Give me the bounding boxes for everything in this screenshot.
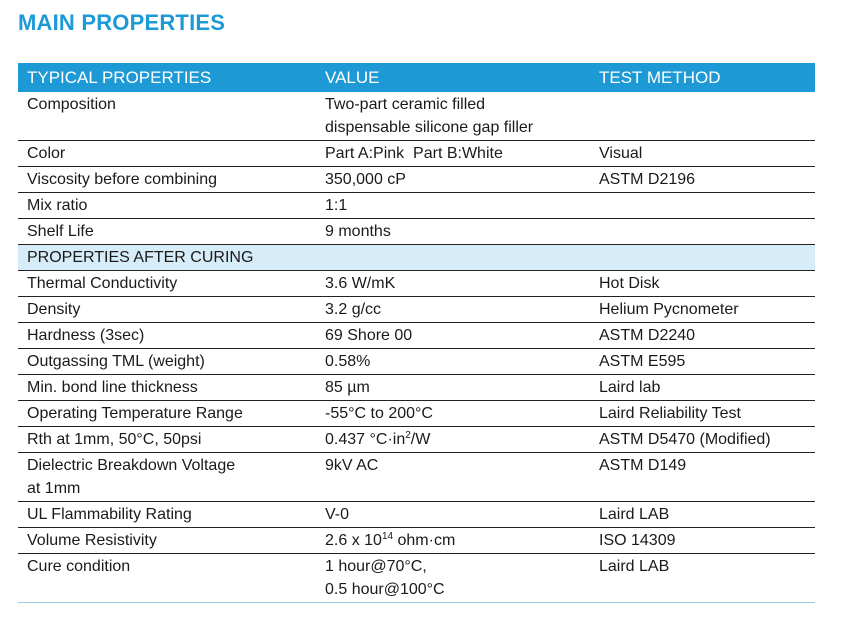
table-row bbox=[18, 349, 815, 375]
property-cell: Viscosity before combining bbox=[18, 167, 316, 193]
value-cell: 350,000 cP bbox=[316, 167, 590, 193]
value-tail: ohm·cm bbox=[393, 532, 456, 549]
property-cell: Outgassing TML (weight) bbox=[18, 349, 316, 375]
property-cell: Density bbox=[18, 297, 316, 323]
property-cell: Operating Temperature Range bbox=[18, 401, 316, 427]
value-cell: 3.2 g/cc bbox=[316, 297, 590, 323]
method-cell: Laird lab bbox=[590, 375, 815, 401]
table-row bbox=[18, 375, 815, 401]
header-typical-properties: TYPICAL PROPERTIES bbox=[18, 63, 316, 92]
value-cell: 69 Shore 00 bbox=[316, 323, 590, 349]
value-cell: 9kV AC bbox=[316, 453, 590, 502]
table-row bbox=[18, 193, 815, 219]
value-cell: 3.6 W/mK bbox=[316, 271, 590, 297]
value-cell: Part A:Pink Part B:White bbox=[316, 141, 590, 167]
value-cell bbox=[316, 528, 590, 554]
property-cell: Min. bond line thickness bbox=[18, 375, 316, 401]
table-row bbox=[18, 323, 815, 349]
header-test-method: TEST METHOD bbox=[590, 63, 815, 92]
value-cell: 0.58% bbox=[316, 349, 590, 375]
section-label: PROPERTIES AFTER CURING bbox=[18, 245, 316, 271]
value-line: dispensable silicone gap filler bbox=[325, 119, 534, 136]
method-cell: Laird LAB bbox=[590, 554, 815, 603]
method-cell: Visual bbox=[590, 141, 815, 167]
property-cell bbox=[18, 453, 316, 502]
table-row bbox=[18, 141, 815, 167]
value-line: 0.5 hour@100°C bbox=[325, 581, 445, 598]
value-tail: /W bbox=[410, 431, 431, 448]
section-empty-cell bbox=[590, 245, 815, 271]
header-value: VALUE bbox=[316, 63, 590, 92]
table-row bbox=[18, 167, 815, 193]
property-cell: Cure condition bbox=[18, 554, 316, 603]
method-cell bbox=[590, 219, 815, 245]
table-row bbox=[18, 297, 815, 323]
value-cell bbox=[316, 554, 590, 603]
value-cell bbox=[316, 92, 590, 141]
table-row bbox=[18, 219, 815, 245]
property-cell: Color bbox=[18, 141, 316, 167]
method-cell: ASTM D2240 bbox=[590, 323, 815, 349]
property-cell: UL Flammability Rating bbox=[18, 502, 316, 528]
property-cell: Volume Resistivity bbox=[18, 528, 316, 554]
section-empty-cell bbox=[316, 245, 590, 271]
value-cell: V-0 bbox=[316, 502, 590, 528]
table-header-row bbox=[18, 63, 815, 92]
method-cell bbox=[590, 193, 815, 219]
table-row bbox=[18, 401, 815, 427]
table-row bbox=[18, 92, 815, 141]
method-cell: ASTM D5470 (Modified) bbox=[590, 427, 815, 453]
value-base: 2.6 x 10 bbox=[325, 532, 382, 549]
property-cell: Composition bbox=[18, 92, 316, 141]
property-cell: Mix ratio bbox=[18, 193, 316, 219]
value-line: Two-part ceramic filled bbox=[325, 96, 486, 113]
table-row bbox=[18, 453, 815, 502]
table-row bbox=[18, 554, 815, 603]
value-base: 0.437 °C·in bbox=[325, 431, 406, 448]
section-row bbox=[18, 245, 815, 271]
value-superscript: 2 bbox=[405, 430, 411, 441]
property-cell: Hardness (3sec) bbox=[18, 323, 316, 349]
property-line: at 1mm bbox=[27, 480, 81, 497]
value-cell: 1:1 bbox=[316, 193, 590, 219]
table-row bbox=[18, 427, 815, 453]
method-cell: ASTM D149 bbox=[590, 453, 815, 502]
method-cell: Hot Disk bbox=[590, 271, 815, 297]
property-cell: Thermal Conductivity bbox=[18, 271, 316, 297]
value-line: 1 hour@70°C, bbox=[325, 558, 427, 575]
method-cell: Helium Pycnometer bbox=[590, 297, 815, 323]
page-title: MAIN PROPERTIES bbox=[18, 10, 226, 35]
property-line: Dielectric Breakdown Voltage bbox=[27, 457, 236, 474]
value-cell: -55°C to 200°C bbox=[316, 401, 590, 427]
value-superscript: 14 bbox=[381, 531, 394, 542]
table-row bbox=[18, 502, 815, 528]
table-row bbox=[18, 528, 815, 554]
properties-table bbox=[18, 63, 815, 603]
method-cell: Laird Reliability Test bbox=[590, 401, 815, 427]
method-cell: Laird LAB bbox=[590, 502, 815, 528]
property-cell: Rth at 1mm, 50°C, 50psi bbox=[18, 427, 316, 453]
value-cell: 85 µm bbox=[316, 375, 590, 401]
method-cell bbox=[590, 92, 815, 141]
value-cell: 9 months bbox=[316, 219, 590, 245]
value-cell bbox=[316, 427, 590, 453]
method-cell: ASTM E595 bbox=[590, 349, 815, 375]
method-cell: ISO 14309 bbox=[590, 528, 815, 554]
property-cell: Shelf Life bbox=[18, 219, 316, 245]
table-row bbox=[18, 271, 815, 297]
method-cell: ASTM D2196 bbox=[590, 167, 815, 193]
